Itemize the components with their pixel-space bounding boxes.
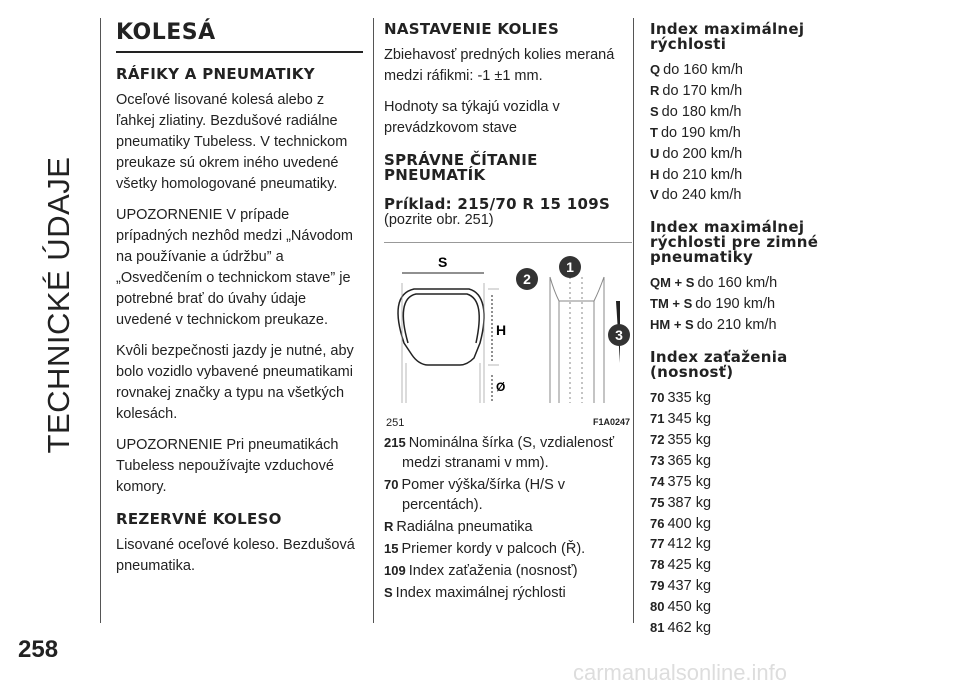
list-item [650, 597, 850, 618]
legend-text: Priemer kordy v palcoch (Ř). [401, 541, 586, 557]
legend-item [384, 583, 632, 603]
column-2 [384, 20, 632, 605]
legend-code: R [384, 519, 394, 534]
width-label: S [438, 254, 448, 270]
legend-text: Pomer výška/šírka (H/S v percentách). [401, 477, 566, 513]
callout-1-label: 1 [566, 259, 574, 275]
legend-text: Nominálna šírka (S, vzdialenosť medzi stranami v mm). [402, 435, 615, 471]
item-code: 72 [650, 431, 665, 447]
list-item [650, 555, 850, 576]
heading-wheel-alignment: NASTAVENIE KOLIES [384, 20, 560, 38]
column-divider-1 [373, 18, 374, 623]
item-text: 345 kg [667, 410, 712, 427]
legend-item [384, 539, 632, 559]
list-item [650, 576, 850, 597]
legend-text: Index maximálnej rýchlosti [395, 585, 566, 601]
legend-text: Radiálna pneumatika [396, 519, 533, 535]
item-code: 80 [650, 599, 665, 615]
item-text: 412 kg [667, 536, 712, 553]
list-item [650, 514, 850, 535]
list-item [650, 618, 850, 639]
list-item [650, 534, 850, 555]
list-item [650, 493, 850, 514]
item-code: H [650, 166, 660, 182]
paragraph: Oceľové lisované kolesá alebo z ľahkej zliatiny. Bezdušové radiálne pneumatiky Tubeless. V technickom preukaze sú okrem iného uvedené všetky homologované pneumatiky. [116, 92, 348, 192]
heading-reading-tires: SPRÁVNE ČÍTANIE PNEUMATÍK [384, 151, 538, 184]
item-code: 75 [650, 494, 665, 510]
item-text: do 190 km/h [660, 124, 741, 141]
item-text: 437 kg [667, 578, 712, 595]
heading-winter-speed-index: Index maximálnej rýchlosti pre zimné pneumatiky [650, 218, 819, 267]
item-code: 78 [650, 557, 665, 573]
item-code: Q [650, 62, 661, 77]
list-item [650, 273, 850, 294]
tire-figure [384, 242, 632, 433]
example-text: Príklad: 215/70 R 15 109S [384, 195, 611, 213]
left-divider [100, 18, 101, 623]
side-title-text: TECHNICKÉ ÚDAJE [41, 156, 76, 454]
item-code: 74 [650, 473, 665, 489]
column-1 [116, 20, 363, 587]
legend-item [384, 517, 632, 537]
item-text: do 160 km/h [697, 275, 778, 292]
list-item [650, 81, 850, 102]
heading-rims-tires: RÁFIKY A PNEUMATIKY [116, 65, 315, 83]
list-item [650, 430, 850, 451]
item-text: 400 kg [667, 515, 712, 532]
item-text: do 210 km/h [662, 166, 743, 183]
item-text: do 240 km/h [661, 187, 742, 204]
item-text: 375 kg [667, 473, 712, 490]
paragraph: UPOZORNENIE Pri pneumatikách Tubeless nepoužívajte vzduchové komory. [116, 437, 339, 495]
tire-diagram [384, 243, 632, 415]
item-code: TM + S [650, 296, 693, 312]
heading-spare-wheel: REZERVNÉ KOLESO [116, 510, 282, 528]
item-text: 387 kg [667, 494, 712, 511]
item-text: 365 kg [667, 452, 712, 469]
paragraph: Zbiehavosť predných kolies meraná medzi ráfikmi: -1 ±1 mm. [384, 47, 615, 84]
paragraph: Kvôli bezpečnosti jazdy je nutné, aby bolo vozidlo vybavené pneumatikami rovnakej značky a typu na všetkých kolesách. [116, 343, 354, 422]
item-code: U [650, 145, 660, 161]
callout-3-label: 3 [615, 327, 623, 343]
list-item [650, 315, 850, 336]
legend-code: 215 [384, 435, 406, 450]
item-text: do 210 km/h [696, 317, 777, 334]
item-code: 79 [650, 578, 665, 594]
list-item [650, 472, 850, 493]
item-text: 425 kg [667, 557, 712, 574]
item-text: do 160 km/h [663, 62, 743, 78]
item-code: 71 [650, 410, 665, 426]
height-label: H [496, 322, 507, 338]
paragraph: Hodnoty sa týkajú vozidla v prevádzkovom stave [384, 99, 560, 136]
item-text: 450 kg [667, 599, 712, 616]
figure-reference: (pozrite obr. 251) [384, 212, 494, 228]
figure-number: 251 [386, 417, 405, 429]
list-item [650, 144, 850, 165]
list-item [650, 388, 850, 409]
figure-code: F1A0247 [592, 417, 630, 427]
list-item [650, 294, 850, 315]
heading-wheels: KOLESÁ [116, 20, 363, 53]
legend-item [384, 433, 632, 473]
heading-load-index: Index zaťaženia (nosnosť) [650, 348, 788, 382]
watermark: carmanualsonline.info [573, 660, 788, 685]
paragraph: Lisované oceľové koleso. Bezdušová pneumatika. [116, 537, 355, 574]
item-code: HM + S [650, 317, 694, 333]
paragraph: UPOZORNENIE V prípade prípadných nezhôd medzi „Návodom na používanie a údržbu” a „Osvedčením o technickom stave” je potrebné brať do úvahy údaje uvedené v technickom preukaze. [116, 207, 353, 328]
column-3 [650, 20, 850, 639]
legend-item [384, 561, 632, 581]
list-item [650, 60, 850, 81]
list-item [650, 123, 850, 144]
item-code: V [650, 187, 659, 203]
legend-text: Index zaťaženia (nosnosť) [408, 563, 578, 579]
heading-example [384, 197, 632, 228]
legend-code: 15 [384, 541, 399, 556]
item-code: 73 [650, 452, 665, 468]
page-number: 258 [18, 636, 59, 663]
list-item [650, 185, 850, 206]
legend-code: S [384, 585, 393, 600]
item-code: 81 [650, 620, 665, 636]
item-code: T [650, 124, 658, 140]
load-index-list [650, 388, 850, 639]
tire-code-legend [384, 433, 632, 603]
section-side-title [34, 10, 84, 600]
item-text: do 180 km/h [661, 103, 742, 120]
item-code: S [650, 103, 659, 119]
item-code: R [650, 82, 660, 98]
heading-speed-index: Index maximálnej rýchlosti [650, 20, 805, 53]
legend-code: 70 [384, 477, 399, 492]
speed-index-list [650, 60, 850, 206]
item-text: 355 kg [667, 431, 712, 448]
list-item [650, 409, 850, 430]
legend-code: 109 [384, 563, 406, 578]
item-text: do 200 km/h [662, 145, 743, 162]
column-divider-2 [633, 18, 634, 623]
legend-item [384, 475, 632, 515]
diameter-label: Ø [496, 380, 506, 394]
item-code: 77 [650, 536, 665, 552]
item-code: 76 [650, 515, 665, 531]
list-item [650, 165, 850, 186]
list-item [650, 102, 850, 123]
list-item [650, 451, 850, 472]
item-text: do 170 km/h [662, 82, 743, 99]
item-text: do 190 km/h [695, 296, 776, 313]
item-text: 335 kg [667, 390, 712, 407]
item-code: QM + S [650, 275, 695, 291]
winter-speed-list [650, 273, 850, 336]
item-code: 70 [650, 390, 665, 406]
callout-2-label: 2 [523, 271, 531, 287]
item-text: 462 kg [667, 620, 712, 637]
